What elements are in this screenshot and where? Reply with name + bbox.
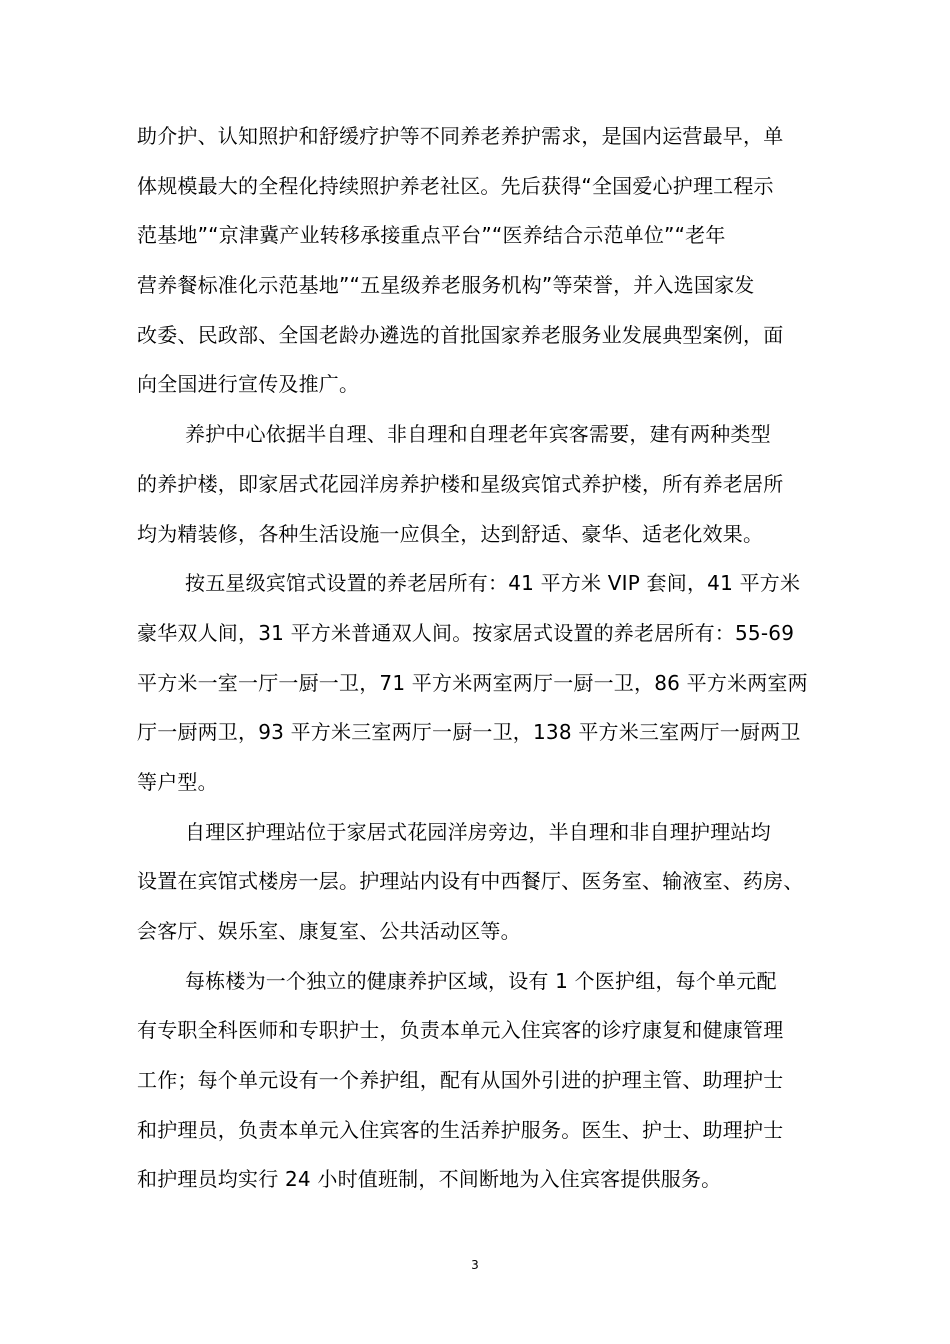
text-line: 向全国进行宣传及推广。 [137, 372, 360, 397]
text-line: 范基地”“京津冀产业转移承接重点平台”“医养结合示范单位”“老年 [137, 223, 726, 248]
text-line: 豪华双人间，31 平方米普通双人间。按家居式设置的养老居所有：55-69 [137, 620, 795, 645]
body-text [137, 112, 822, 1205]
text-line: 营养餐标准化示范基地”“五星级养老服务机构”等荣誉，并入选国家发 [137, 273, 755, 298]
paragraph-first-line: 自理区护理站位于家居式花园洋房旁边，半自理和非自理护理站均 [185, 819, 771, 844]
text-line: 厅一厨两卫，93 平方米三室两厅一厨一卫，138 平方米三室两厅一厨两卫 [137, 720, 801, 745]
text-line: 改委、民政部、全国老龄办遴选的首批国家养老服务业发展典型案例，面 [137, 322, 784, 347]
text-line: 的养护楼，即家居式花园洋房养护楼和星级宾馆式养护楼，所有养老居所 [137, 471, 784, 496]
text-line: 有专职全科医师和专职护士，负责本单元入住宾客的诊疗康复和健康管理 [137, 1018, 784, 1043]
text-line: 等户型。 [137, 769, 218, 794]
text-line: 和护理员均实行 24 小时值班制，不间断地为入住宾客提供服务。 [137, 1167, 722, 1192]
text-line: 和护理员，负责本单元入住宾客的生活养护服务。医生、护士、助理护士 [137, 1117, 784, 1142]
page-number: 3 [471, 1258, 479, 1272]
paragraph-first-line: 养护中心依据半自理、非自理和自理老年宾客需要，建有两种类型 [185, 422, 771, 447]
text-line: 会客厅、娱乐室、康复室、公共活动区等。 [137, 919, 521, 943]
text-line: 均为精装修，各种生活设施一应俱全，达到舒适、豪华、适老化效果。 [137, 521, 764, 546]
text-line: 助介护、认知照护和舒缓疗护等不同养老养护需求，是国内运营最早，单 [137, 124, 784, 148]
paragraph-first-line: 按五星级宾馆式设置的养老居所有：41 平方米 VIP 套间，41 平方米 [185, 571, 801, 596]
text-line: 体规模最大的全程化持续照护养老社区。先后获得“全国爱心护理工程示 [137, 173, 774, 198]
text-line: 设置在宾馆式楼房一层。护理站内设有中西餐厅、医务室、输液室、药房、 [137, 869, 804, 894]
text-line: 工作；每个单元设有一个养护组，配有从国外引进的护理主管、助理护士 [137, 1068, 784, 1093]
text-line: 平方米一室一厅一厨一卫，71 平方米两室两厅一厨一卫，86 平方米两室两 [137, 670, 808, 695]
paragraph-first-line: 每栋楼为一个独立的健康养护区域，设有 1 个医护组，每个单元配 [185, 968, 777, 993]
